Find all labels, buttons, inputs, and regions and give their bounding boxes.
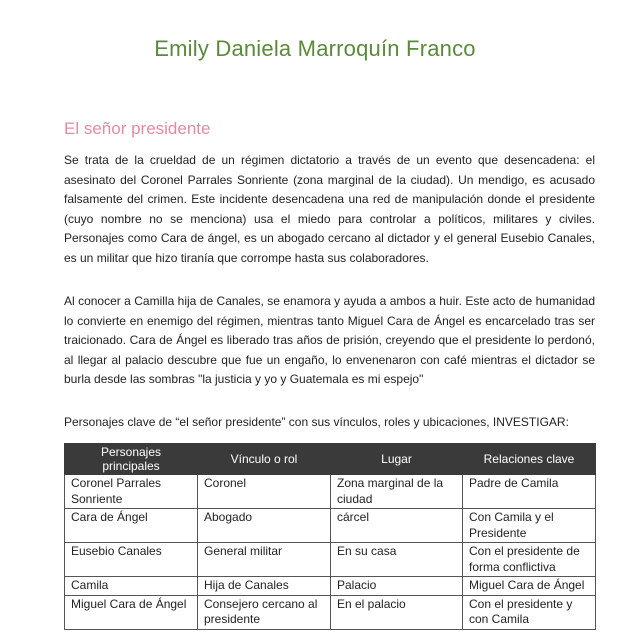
table-cell: Zona marginal de la ciudad xyxy=(331,475,463,509)
table-cell: Coronel Parrales Sonriente xyxy=(65,475,198,509)
header-characters: Personajes principales xyxy=(65,444,198,475)
table-cell: Eusebio Canales xyxy=(65,543,198,577)
table-row xyxy=(65,475,596,509)
table-cell: Abogado xyxy=(198,509,331,543)
table-cell: Palacio xyxy=(331,577,463,596)
table-cell: Cara de Ángel xyxy=(65,509,198,543)
table-cell: Hija de Canales xyxy=(198,577,331,596)
table-cell: cárcel xyxy=(331,509,463,543)
table-row xyxy=(65,595,596,629)
table-cell: General militar xyxy=(198,543,331,577)
characters-table xyxy=(64,443,596,630)
header-relations: Relaciones clave xyxy=(463,444,596,475)
paragraph-summary: Se trata de la crueldad de un régimen dictatorio a través de un evento que desencadena: el asesinato del Coronel Parrales Sonriente (zona marginal de la ciudad). Un mendigo, es acusado falsamente del crimen. Este incidente desencadena una red de manipulación donde el presidente (cuyo nombre no se menciona) usa el miedo para controlar a políticos, militares y civiles. Personajes como Cara de ángel, es un abogado cercano al dictador y el general Eusebio Canales, es un militar que hizo tiranía que corrompe hasta sus colaboradores. xyxy=(64,153,595,265)
table-cell: Consejero cercano al presidente xyxy=(198,595,331,629)
table-header-row xyxy=(65,444,596,475)
table-cell: En el palacio xyxy=(331,595,463,629)
section-heading: El señor presidente xyxy=(64,119,211,138)
table-intro: Personajes clave de “el señor presidente” con sus vínculos, roles y ubicaciones, INVESTIGAR: xyxy=(64,415,569,429)
table-cell: Con Camila y el Presidente xyxy=(463,509,596,543)
table-row xyxy=(65,577,596,596)
table-cell: Con el presidente y con Camila xyxy=(463,595,596,629)
header-place: Lugar xyxy=(331,444,463,475)
paragraph-plot: Al conocer a Camilla hija de Canales, se enamora y ayuda a ambos a huir. Este acto de humanidad lo convierte en enemigo del régimen, mientras tanto Miguel Cara de Ángel es encarcelado tras ser traicionado. Cara de Ángel es liberado tras años de prisión, creyendo que el presidente lo perdonó, al llegar al palacio descubre que fue un engaño, lo envenenaron con café mientras el dictador se burla desde las sombras "la justicia y yo y Guatemala es mi espejo" xyxy=(64,294,595,386)
table-cell: Con el presidente de forma conflictiva xyxy=(463,543,596,577)
table-cell: En su casa xyxy=(331,543,463,577)
table-cell: Miguel Cara de Ángel xyxy=(463,577,596,596)
table-cell: Padre de Camila xyxy=(463,475,596,509)
table-row xyxy=(65,509,596,543)
table-cell: Miguel Cara de Ángel xyxy=(65,595,198,629)
table-cell: Coronel xyxy=(198,475,331,509)
table-row xyxy=(65,543,596,577)
header-role: Vínculo o rol xyxy=(198,444,331,475)
table-cell: Camila xyxy=(65,577,198,596)
author-title: Emily Daniela Marroquín Franco xyxy=(154,36,476,61)
